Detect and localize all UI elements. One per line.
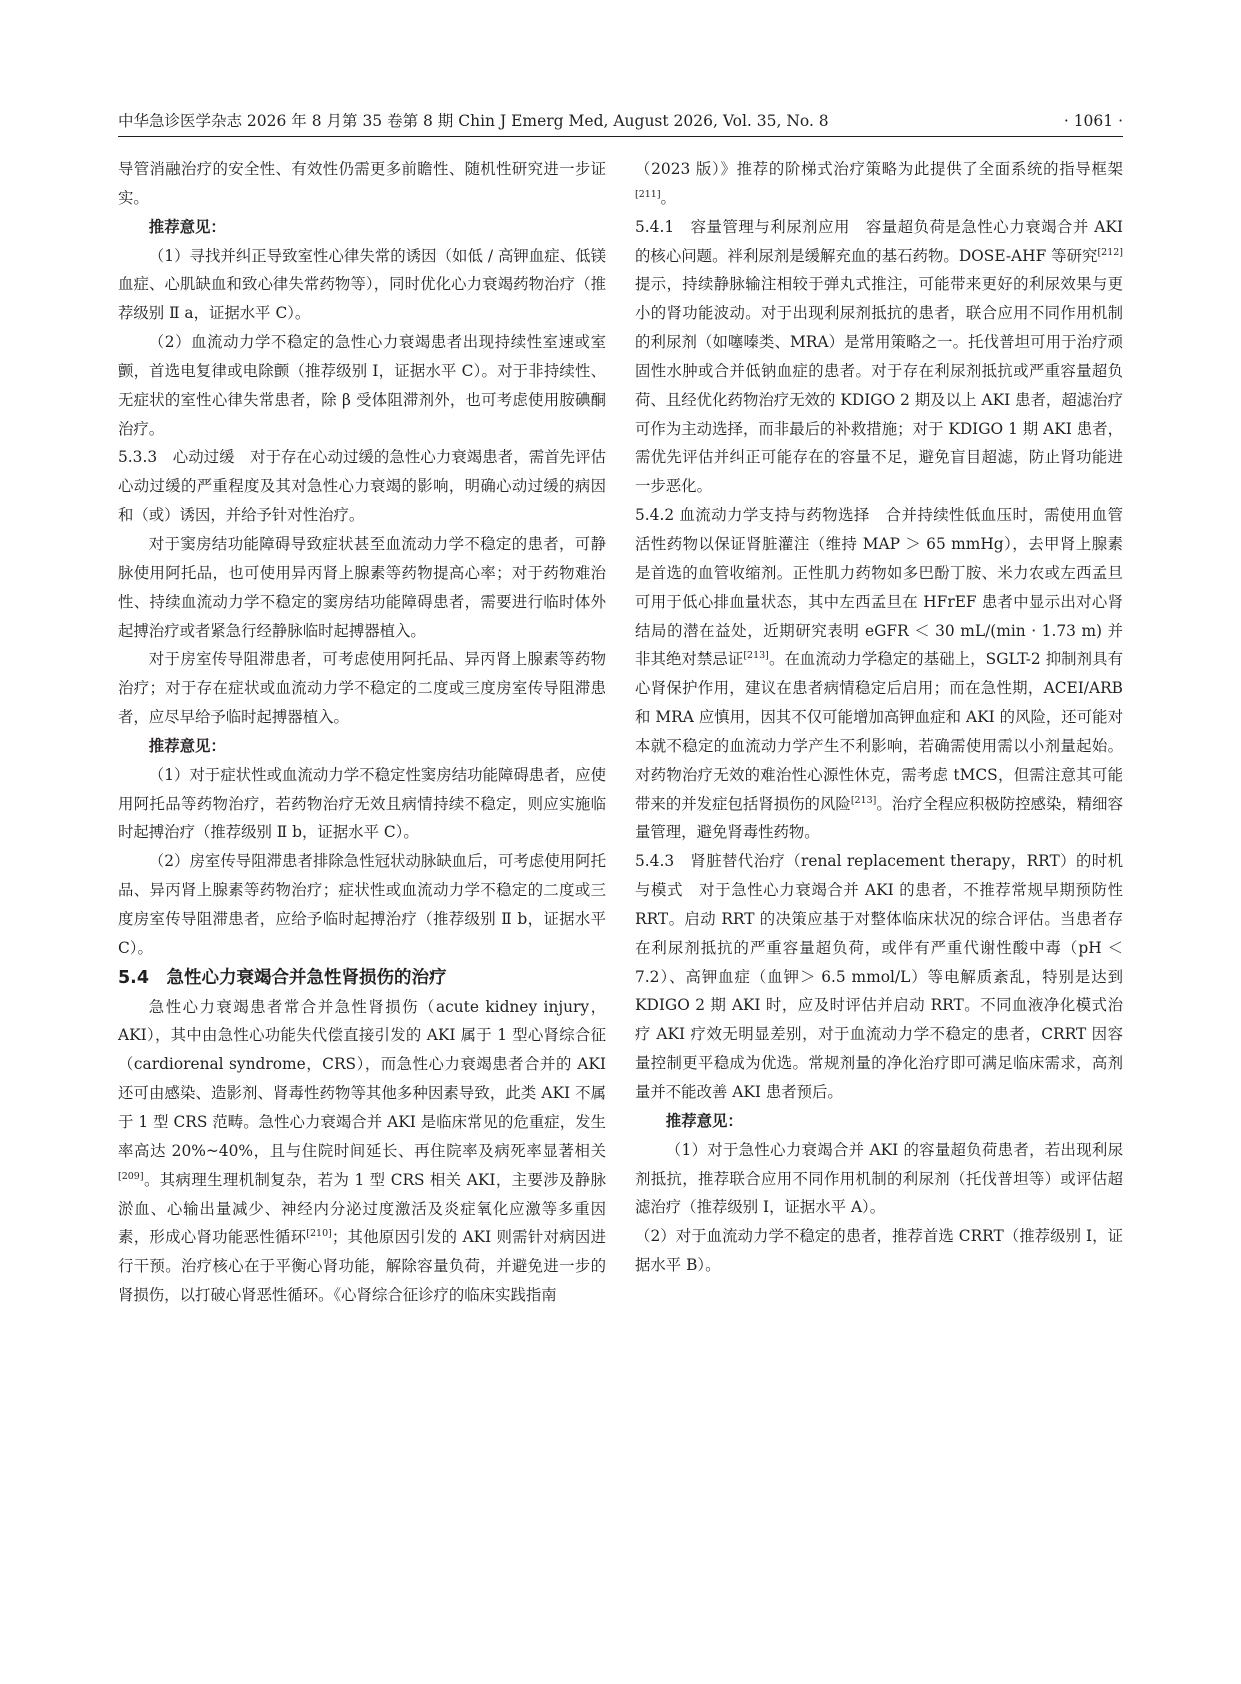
text-run: ；其他原因引发的 AKI 则需针对病因进行干预。治疗核心在于平衡心肾功能，解除容量负荷，并避免进一步的肾损伤，以打破心肾恶性循环。《心肾综合征诊疗的临床实践指南 — [118, 1228, 606, 1305]
paragraph: 对于窦房结功能障碍导致症状甚至血流动力学不稳定的患者，可静脉使用阿托品，也可使用异丙肾上腺素等药物提高心率；对于药物难治性、持续血流动力学不稳定的窦房结功能障碍患者，需要进行临时体外起搏治疗或者紧急行经静脉临时起搏器植入。 — [118, 534, 606, 640]
citation: [213] — [743, 650, 769, 662]
paragraph — [118, 993, 606, 1310]
citation: [212] — [1097, 246, 1123, 258]
paragraph: 对于房室传导阻滞患者，可考虑使用阿托品、异丙肾上腺素等药物治疗；对于存在症状或血流动力学不稳定的二度或三度房室传导阻滞患者，应尽早给予临时起搏器植入。 — [118, 650, 606, 727]
recommendation-item: （2）房室传导阻滞患者排除急性冠状动脉缺血后，可考虑使用阿托品、异丙肾上腺素等药物治疗；症状性或血流动力学不稳定的二度或三度房室传导阻滞患者，应给予临时起搏治疗（推荐级别 Ⅱ b，证据水平 C）。 — [118, 852, 606, 957]
section-5-4-3: 5.4.3 肾脏替代治疗（renal replacement therapy，RRT）的时机与模式 对于急性心力衰竭合并 AKI 的患者，不推荐常规早期预防性 RRT。启动 RRT 的决策应基于对整体临床状况的综合评估。当患者存在利尿剂抵抗的严重容量超负荷，或伴有严重代谢性酸中毒（pH ＜ 7.2）、高钾血症（血钾＞ 6.5 mmol/L）等电解质紊乱，特别是达到 KDIGO 2 期 AKI 时，应及时评估并启动 RRT。不同血液净化模式治疗 AKI 疗效无明显差别，对于血流动力学不稳定的患者，CRRT 因容量控制更平稳成为优选。常规剂量的净化治疗即可满足临床需求，高剂量并不能改善 AKI 患者预后。 — [635, 852, 1123, 1101]
recommendation-title: 推荐意见： — [665, 1111, 743, 1130]
section-5-4-2 — [635, 501, 1123, 847]
citation: [211] — [635, 188, 661, 200]
recommendation-item: （2）血流动力学不稳定的急性心力衰竭患者出现持续性室速或室颤，首选电复律或电除颤（推荐级别 Ⅰ，证据水平 C）。对于非持续性、无症状的室性心律失常患者，除 β 受体阻滞剂外，也可考虑使用胺碘酮治疗。 — [118, 333, 606, 438]
citation: [210] — [306, 1228, 332, 1240]
paragraph — [635, 155, 1123, 213]
recommendation-title: 推荐意见： — [148, 736, 226, 755]
recommendation-item: （1）对于症状性或血流动力学不稳定性窦房结功能障碍患者，应使用阿托品等药物治疗，若药物治疗无效且病情持续不稳定，则应实施临时起搏治疗（推荐级别 Ⅱ b，证据水平 C）。 — [118, 765, 606, 842]
journal-citation: 中华急诊医学杂志 2026 年 8 月第 35 卷第 8 期 Chin J Emerg Med, August 2026, Vol. 35, No. 8 — [118, 112, 829, 130]
section-5-4-1 — [635, 213, 1123, 501]
text-run: 。 — [660, 188, 676, 207]
recommendation-item: （2）对于血流动力学不稳定的患者，推荐首选 CRRT（推荐级别 Ⅰ，证据水平 B）。 — [635, 1227, 1123, 1275]
section-heading-5-4: 5.4 急性心力衰竭合并急性肾损伤的治疗 — [118, 967, 447, 988]
text-run: 提示，持续静脉输注相较于弹丸式推注，可能带来更好的利尿效果与更小的肾功能波动。对于出现利尿剂抵抗的患者，联合应用不同作用机制的利尿剂（如噻嗪类、MRA）是常用策略之一。托伐普坦可用于治疗顽固性水肿或合并低钠血症的患者。对于存在利尿剂抵抗或严重容量超负荷、且经优化药物治疗无效的 KDIGO 2 期及以上 AKI 患者，超滤治疗可作为主动选择，而非最后的补救措施；对于 KDIGO 1 期 AKI 患者，需优先评估并纠正可能存在的容量不足，避免盲目超滤，防止肾功能进一步恶化。 — [635, 275, 1123, 496]
text-run: 。治疗全程应积极防控感染，精细容量管理，避免肾毒性药物。 — [635, 794, 1123, 842]
recommendation-title: 推荐意见： — [148, 217, 226, 236]
section-5-3-3: 5.3.3 心动过缓 对于存在心动过缓的急性心力衰竭患者，需首先评估心动过缓的严重程度及其对急性心力衰竭的影响，明确心动过缓的病因和（或）诱因，并给予针对性治疗。 — [118, 448, 606, 525]
citation: [209] — [118, 1170, 144, 1182]
citation: [213] — [850, 794, 877, 806]
header-rule — [118, 136, 1123, 137]
text-run: 急性心力衰竭患者常合并急性肾损伤（acute kidney injury，AKI），其中由急性心功能失代偿直接引发的 AKI 属于 1 型心肾综合征（cardiorenal syndrome，CRS），而急性心力衰竭患者合并的 AKI 还可由感染、造影剂、肾毒性药物等其他多种因素导致，此类 AKI 不属于 1 型 CRS 范畴。急性心力衰竭合并 AKI 是临床常见的危重症，发生率高达 20%~40%，且与住院时间延长、再住院率及病死率显著相关 — [118, 997, 606, 1160]
text-run: 。其病理生理机制复杂，若为 1 型 CRS 相关 AKI，主要涉及静脉淤血、心输出量减少、神经内分泌过度激活及炎症氧化应激等多重因素，形成心肾功能恶性循环 — [118, 1170, 606, 1247]
text-run: （2023 版）》推荐的阶梯式治疗策略为此提供了全面系统的指导框架 — [635, 160, 1123, 178]
right-column — [635, 155, 1123, 1280]
text-run: 5.4.1 容量管理与利尿剂应用 容量超负荷是急性心力衰竭合并 AKI 的核心问题。袢利尿剂是缓解充血的基石药物。DOSE-AHF 等研究 — [635, 217, 1123, 265]
text-run: 。在血流动力学稳定的基础上，SGLT-2 抑制剂具有心肾保护作用，建议在患者病情稳定后启用；而在急性期，ACEI/ARB 和 MRA 应慎用，因其不仅可能增加高钾血症和 AKI 的风险，还可能对本就不稳定的血流动力学产生不利影响，若确需使用需以小剂量起始。对药物治疗无效的难治性心源性休克，需考虑 tMCS，但需注意其可能带来的并发症包括肾损伤的风险 — [635, 650, 1123, 813]
page-number: · 1061 · — [1063, 112, 1123, 130]
left-column — [118, 155, 606, 1310]
text-run: 5.4.2 血流动力学支持与药物选择 合并持续性低血压时，需使用血管活性药物以保证肾脏灌注（维持 MAP ＞ 65 mmHg），去甲肾上腺素是首选的血管收缩剂。正性肌力药物如多巴酚丁胺、米力农或左西孟旦可用于低心排血量状态，其中左西孟旦在 HFrEF 患者中显示出对心肾结局的潜在益处，近期研究表明 eGFR ＜ 30 mL/(min · 1.73 m) 并非其绝对禁忌证 — [635, 506, 1123, 669]
paragraph: 导管消融治疗的安全性、有效性仍需更多前瞻性、随机性研究进一步证实。 — [118, 160, 606, 207]
recommendation-item: （1）对于急性心力衰竭合并 AKI 的容量超负荷患者，若出现利尿剂抵抗，推荐联合应用不同作用机制的利尿剂（托伐普坦等）或评估超滤治疗（推荐级别 Ⅰ，证据水平 A）。 — [635, 1140, 1123, 1217]
recommendation-item: （1）寻找并纠正导致室性心律失常的诱因（如低 / 高钾血症、低镁血症、心肌缺血和致心律失常药物等），同时优化心力衰竭药物治疗（推荐级别 Ⅱ a，证据水平 C）。 — [118, 246, 606, 323]
running-header — [118, 108, 1123, 134]
